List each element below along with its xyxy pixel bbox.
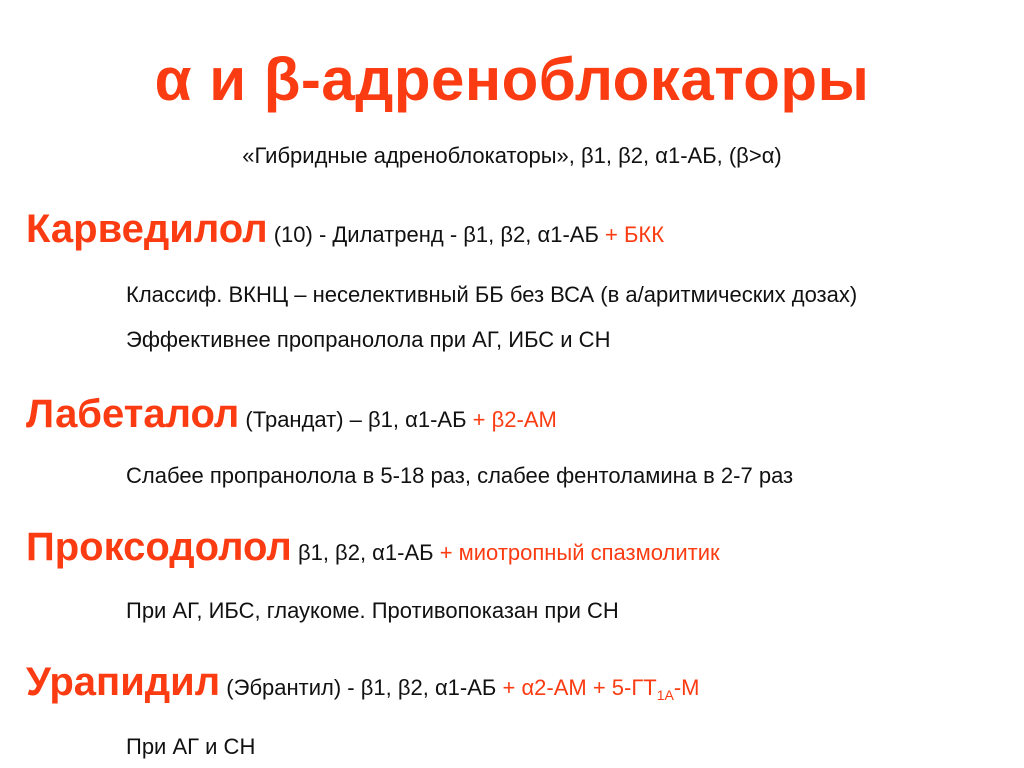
drug-extra: + β2-АМ [472, 407, 557, 432]
drug-info: β1, β2, α1-АБ [291, 540, 440, 565]
drug-extra-tail: -М [673, 675, 700, 700]
drug-info: (Трандат) – β1, α1-АБ [239, 407, 473, 432]
drug-extra-main: + α2-АМ + 5-ГТ [502, 675, 657, 700]
slide-subtitle: «Гибридные адреноблокаторы», β1, β2, α1-АБ, (β>α) [242, 143, 782, 168]
drug-note: Эффективнее пропранолола при АГ, ИБС и СН [126, 327, 611, 352]
drug-name: Урапидил [26, 660, 221, 704]
drug-proksodolol [26, 525, 720, 570]
drug-note: При АГ и СН [126, 734, 256, 759]
drug-urapidil [26, 660, 700, 705]
drug-extra: + миотропный спазмолитик [439, 540, 720, 565]
drug-carvedilol [26, 207, 664, 252]
drug-extra [502, 675, 700, 703]
drug-labetalol [26, 392, 557, 437]
slide-title: α и β-адреноблокаторы [154, 46, 870, 113]
drug-name: Проксодолол [26, 525, 292, 569]
drug-name: Лабеталол [26, 392, 240, 436]
drug-note: Слабее пропранолола в 5-18 раз, слабее фентоламина в 2-7 раз [126, 463, 794, 488]
drug-note: При АГ, ИБС, глаукоме. Противопоказан при СН [126, 598, 619, 623]
drug-note: Классиф. ВКНЦ – неселективный ББ без ВСА (в а/аритмических дозах) [126, 282, 858, 307]
drug-extra-subscript: 1A [656, 687, 674, 703]
drug-extra: + БКК [605, 222, 665, 247]
drug-info: (Эбрантил) - β1, β2, α1-АБ [220, 675, 503, 700]
drug-name: Карведилол [26, 207, 268, 251]
drug-info: (10) - Дилатренд - β1, β2, α1-АБ [267, 222, 605, 247]
